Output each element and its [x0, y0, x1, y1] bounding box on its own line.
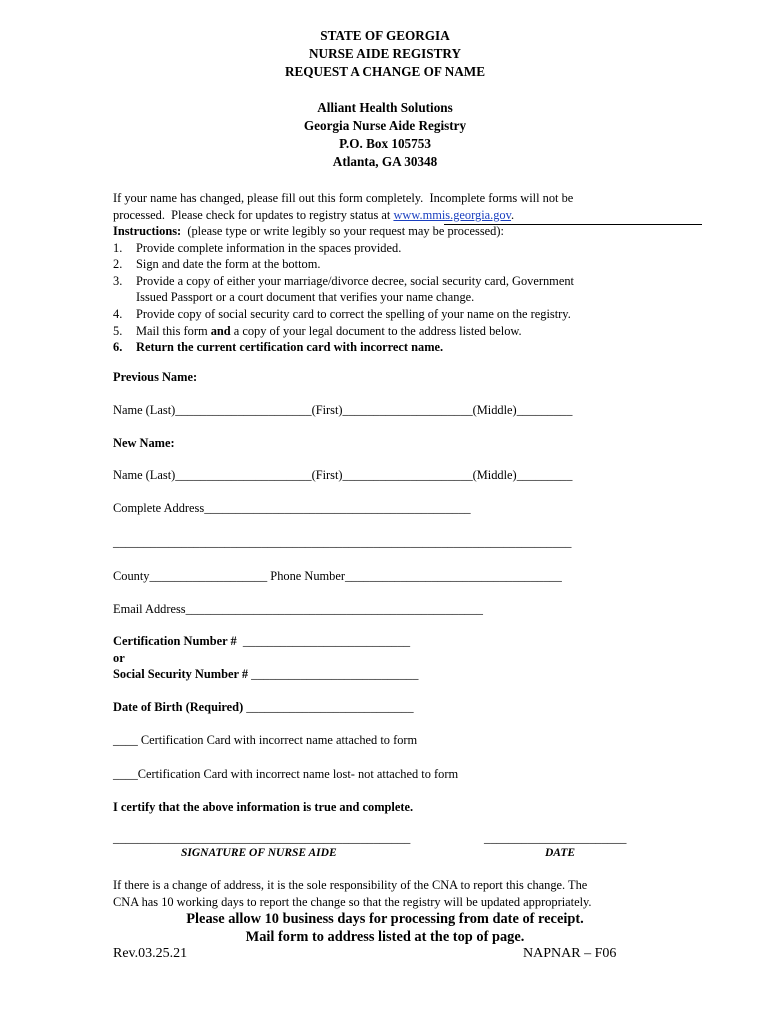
instruction-item	[113, 273, 703, 290]
ssn-field[interactable]	[113, 667, 418, 682]
mailing-address-block	[0, 99, 770, 171]
instruction-text: Provide copy of social security card to correct the spelling of your name on the registry.	[136, 306, 571, 321]
intro-line-2-end: .	[511, 207, 515, 222]
instruction-item	[113, 339, 703, 356]
address-city: Atlanta, GA 30348	[332, 154, 438, 169]
or-label: or	[113, 651, 125, 665]
address-field-line-2[interactable]: __________________________________________________________________________	[113, 535, 572, 549]
certification-number-label: Certification Number #	[113, 634, 237, 648]
registry-status-link[interactable]: www.mmis.georgia.gov	[393, 207, 512, 222]
instruction-item	[113, 306, 703, 323]
title-registry: NURSE AIDE REGISTRY	[309, 46, 461, 61]
address-pobox: P.O. Box 105753	[339, 136, 431, 151]
note-line-2: CNA has 10 working days to report the change so that the registry will be updated appropriately.	[113, 895, 592, 909]
instruction-text: Return the current certification card with incorrect name.	[136, 340, 444, 355]
instruction-text-end: a copy of your legal document to the address listed below.	[230, 323, 522, 338]
address-field[interactable]: Complete Address___________________________________________	[113, 501, 471, 515]
instruction-item	[113, 256, 703, 273]
instruction-item	[113, 240, 703, 257]
instructions-section	[113, 223, 703, 356]
title-request: REQUEST A CHANGE OF NAME	[284, 64, 486, 79]
title-state: STATE OF GEORGIA	[320, 28, 450, 43]
instruction-text: Provide complete information in the spaces provided.	[136, 240, 402, 255]
address-registry: Georgia Nurse Aide Registry	[303, 118, 467, 133]
new-name-heading: New Name:	[113, 436, 175, 450]
certification-number-blank: ___________________________	[236, 634, 411, 648]
date-field[interactable]: _______________________	[484, 831, 627, 845]
revision-date: Rev.03.25.21	[113, 946, 188, 961]
signature-caption: SIGNATURE OF NURSE AIDE	[181, 847, 337, 859]
instruction-number: 1.	[113, 240, 123, 255]
address-org: Alliant Health Solutions	[317, 100, 453, 115]
instruction-text: Provide a copy of either your marriage/divorce decree, social security card, Government	[136, 273, 574, 288]
instructions-label: Instructions:	[113, 224, 182, 238]
instruction-number: 6.	[113, 340, 123, 355]
date-of-birth-field[interactable]	[113, 700, 414, 715]
ssn-label: Social Security Number #	[113, 667, 249, 681]
previous-name-field[interactable]: Name (Last)______________________(First)_____________________(Middle)_________	[113, 403, 573, 417]
certification-statement: I certify that the above information is true and complete.	[113, 800, 414, 814]
instructions-list	[113, 240, 703, 356]
instruction-number: 3.	[113, 273, 123, 288]
ssn-blank: ___________________________	[248, 667, 419, 681]
intro-line-2	[113, 207, 703, 224]
previous-name-heading: Previous Name:	[113, 370, 198, 384]
intro-paragraph	[113, 190, 703, 223]
instructions-heading	[113, 223, 703, 240]
instruction-number: 4.	[113, 306, 123, 321]
new-name-field[interactable]: Name (Last)______________________(First)_____________________(Middle)_________	[113, 468, 573, 482]
intro-line-2-text: processed. Please check for updates to registry status at	[113, 207, 394, 222]
form-title-block	[0, 27, 770, 81]
instruction-item	[113, 323, 703, 340]
instruction-text-start: Mail this form	[136, 323, 211, 338]
instructions-note: (please type or write legibly so your request may be processed):	[181, 224, 504, 238]
signature-field[interactable]: ________________________________________________	[113, 831, 411, 845]
instruction-number: 2.	[113, 257, 123, 272]
email-field[interactable]: Email Address________________________________________________	[113, 602, 483, 616]
form-number: NAPNAR – F06	[523, 946, 617, 961]
instruction-text-emphasis: and	[210, 323, 231, 338]
instruction-number	[113, 289, 136, 306]
date-of-birth-blank: ___________________________	[243, 700, 414, 714]
county-phone-field[interactable]: County___________________ Phone Number___________________________________	[113, 569, 562, 583]
mailing-instruction: Mail form to address listed at the top of page.	[245, 929, 525, 945]
instruction-item-continued	[113, 289, 703, 306]
instruction-text: Sign and date the form at the bottom.	[136, 257, 321, 272]
intro-line-1: If your name has changed, please fill out this form completely. Incomplete forms will not be	[113, 191, 574, 205]
date-caption: DATE	[545, 847, 576, 859]
card-attached-option[interactable]: ____ Certification Card with incorrect name attached to form	[113, 733, 418, 747]
card-lost-option[interactable]: ____Certification Card with incorrect name lost- not attached to form	[113, 767, 459, 781]
instruction-text	[136, 323, 522, 340]
address-change-note	[113, 877, 658, 911]
instruction-number: 5.	[113, 323, 123, 338]
processing-time-notice: Please allow 10 business days for processing from date of receipt.	[186, 911, 584, 927]
instruction-text: Issued Passport or a court document that verifies your name change.	[136, 290, 475, 305]
certification-number-field[interactable]	[113, 634, 410, 649]
date-of-birth-label: Date of Birth (Required)	[113, 700, 244, 714]
note-line-1: If there is a change of address, it is the sole responsibility of the CNA to report this change. The	[113, 878, 588, 892]
